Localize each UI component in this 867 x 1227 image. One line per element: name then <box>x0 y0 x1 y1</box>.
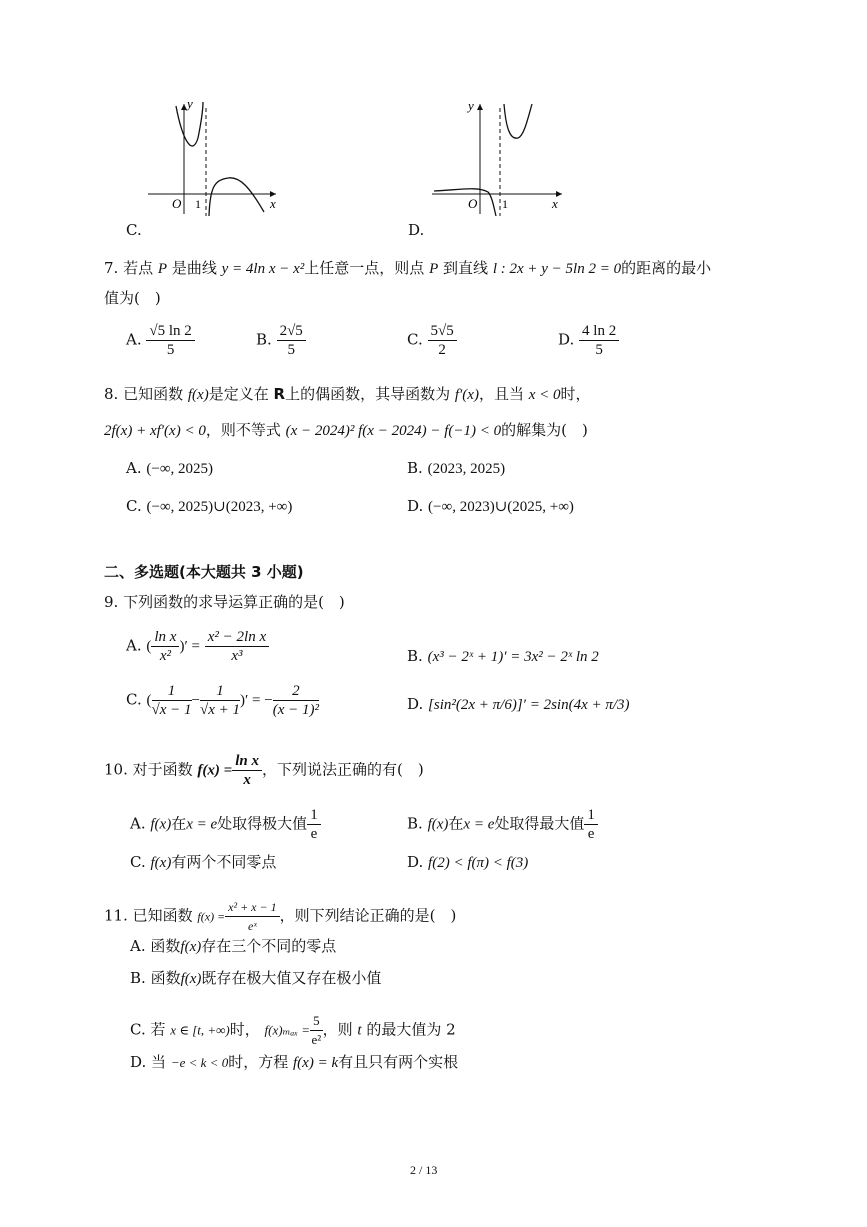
option-text: (2023, 2025) <box>427 461 506 477</box>
q11-text: 存在三个不同的零点 <box>201 937 337 955</box>
option-text: [sin²(2x + π/6)]′ = 2sin(4x + π/3) <box>428 697 630 713</box>
fraction <box>146 322 194 359</box>
fraction <box>152 682 192 719</box>
denominator: √x − 1 <box>151 702 192 718</box>
option-label: B. <box>407 647 423 665</box>
option-label: A. <box>126 636 142 655</box>
fraction <box>232 752 262 789</box>
graph-c <box>140 98 280 218</box>
option-text: (−∞, 2025) <box>146 461 214 477</box>
q7-text: 是曲线 <box>171 259 217 277</box>
q11-text: 时，方程 <box>228 1053 289 1071</box>
q10-option-d <box>407 852 528 873</box>
q8-option-a <box>126 458 213 479</box>
numerator: x² − 2ln x <box>205 628 269 647</box>
denominator: e <box>310 826 318 842</box>
fraction <box>200 682 240 719</box>
option-label: C. <box>130 853 146 871</box>
q8-text: 的解集为( ) <box>501 421 588 439</box>
graph-d-x-label: x <box>552 196 558 211</box>
q11-text: 的最大值为 2 <box>366 1020 456 1039</box>
q10-math: x = e <box>463 816 495 833</box>
fraction <box>205 628 269 665</box>
q9-option-d <box>407 694 630 715</box>
numerator: ln x <box>232 752 262 771</box>
q10-math: f(x) = <box>197 762 233 779</box>
fraction <box>273 682 319 719</box>
q10-text: 10. 对于函数 <box>104 760 193 779</box>
q8-stem-line1 <box>104 384 591 405</box>
q10-math: x = e <box>186 816 218 833</box>
denominator: 5 <box>166 342 175 358</box>
q7-text: 的距离的最小 <box>621 259 712 277</box>
numerator: 5√5 <box>428 322 457 341</box>
numerator: 4 ln 2 <box>579 322 619 341</box>
q11-text: 既存在极大值又存在极小值 <box>201 969 382 987</box>
q10-text: 在 <box>171 814 187 833</box>
q7-curve-eq: y = 4ln x − x² <box>221 261 305 277</box>
q10-text: 处取得极大值 <box>217 814 308 833</box>
q11-text: 函数 <box>150 969 181 987</box>
q7-line-eq: l : 2x + y − 5ln 2 = 0 <box>492 261 622 277</box>
option-label: B. <box>407 814 423 833</box>
q11-option-a <box>130 936 336 957</box>
q8-text: 上的偶函数，其导函数为 <box>285 385 451 403</box>
q11-math: f(x)ₘₐₓ = <box>264 1022 311 1038</box>
option-text: (−∞, 2023)∪(2025, +∞) <box>428 499 574 515</box>
q10-option-b <box>407 806 598 843</box>
q7-stem-line1 <box>104 258 711 279</box>
numerator: 1 <box>200 682 240 701</box>
q8-math: 2f(x) + xf′(x) < 0 <box>104 423 206 439</box>
q10-math: f(x) <box>427 816 449 833</box>
q9-option-b <box>407 646 599 667</box>
option-text: (x³ − 2ˣ + 1)′ = 3x² − 2ˣ ln 2 <box>427 649 599 665</box>
q11-math: f(x) <box>180 939 202 955</box>
q11-option-c <box>130 1012 456 1049</box>
q10-math: f(x) <box>150 816 172 833</box>
q8-text: 是定义在 <box>208 385 269 403</box>
q10-option-c <box>130 852 276 873</box>
q8-real-set: R <box>273 385 286 403</box>
section-title: 二、多选题(本大题共 3 小题) <box>104 563 304 581</box>
graph-d-y-label: y <box>468 98 474 113</box>
fraction <box>225 898 279 935</box>
numerator: √5 ln 2 <box>146 322 194 341</box>
option-label: D. <box>130 1053 147 1071</box>
q11-text: 11. 已知函数 <box>104 906 193 925</box>
numerator: 5 <box>310 1012 323 1031</box>
q7-option-c <box>407 322 457 359</box>
graph-c-label: C. <box>126 221 142 239</box>
denominator: e <box>587 826 595 842</box>
q10-text: 处取得最大值 <box>494 814 585 833</box>
q7-option-a <box>126 322 195 359</box>
q7-text: 到直线 <box>443 259 489 277</box>
q11-math: t <box>357 1022 362 1039</box>
option-label: A. <box>130 814 146 833</box>
q11-stem <box>104 898 456 935</box>
denominator: √x + 1 <box>199 702 240 718</box>
q9-option-c: C. ( $\frac{1}{√x - 1}$ − $\frac{1}{√x + 1}$ )′ = − $\frac{2}{\text{(x − 1)²}}$ <box>126 683 319 718</box>
graph-c-y-label: y <box>187 98 193 111</box>
option-label: D. <box>558 330 575 349</box>
denominator: x³ <box>231 648 243 664</box>
numerator: 2√5 <box>277 322 306 341</box>
q8-option-b <box>407 458 505 479</box>
q11-text: 时， <box>229 1020 260 1039</box>
q10-text: 在 <box>448 814 464 833</box>
graph-c-origin: O <box>172 196 182 211</box>
q8-option-c <box>126 496 292 517</box>
q8-math: (x − 2024)² f(x − 2024) − f(−1) < 0 <box>285 423 502 439</box>
q11-math: f(x) = k <box>293 1055 339 1071</box>
denominator: x² <box>159 648 171 664</box>
option-label: C. <box>407 330 423 349</box>
graph-c-x-label: x <box>270 196 276 211</box>
option-label: B. <box>256 330 272 349</box>
option-label: C. <box>126 690 142 709</box>
q11-option-d <box>130 1052 458 1073</box>
numerator: 2 <box>273 682 319 701</box>
q11-math: x ∈ [t, +∞) <box>170 1022 230 1038</box>
q8-text: ，则不等式 <box>205 421 281 439</box>
denominator: 2 <box>438 342 446 358</box>
q10-math: f(x) <box>150 855 172 871</box>
denominator: (x − 1)² <box>272 702 319 718</box>
q8-math: f′(x) <box>454 387 479 403</box>
option-label: D. <box>407 853 424 871</box>
q11-text: 若 <box>150 1020 166 1039</box>
option-label: A. <box>130 937 146 955</box>
q8-option-d <box>407 496 574 517</box>
option-label: A. <box>126 330 142 349</box>
q11-math: −e < k < 0 <box>170 1055 229 1070</box>
q11-text: 函数 <box>150 937 181 955</box>
option-text: (−∞, 2025)∪(2023, +∞) <box>146 499 293 515</box>
q11-math: f(x) = <box>197 909 226 924</box>
fraction <box>579 322 619 359</box>
q11-text: 当 <box>151 1053 167 1071</box>
q7-point: P <box>429 261 439 277</box>
q7-text: 上任意一点，则点 <box>304 259 425 277</box>
fraction <box>307 806 321 843</box>
q7-text: 7. 若点 <box>104 259 154 277</box>
numerator: ln x <box>151 628 179 647</box>
q11-text: 有且只有两个实根 <box>338 1053 459 1071</box>
q10-stem <box>104 752 424 789</box>
graph-d <box>428 98 568 218</box>
fraction <box>151 628 179 665</box>
q11-text: ，则 <box>322 1020 353 1039</box>
numerator: x² + x − 1 <box>225 898 279 917</box>
fraction <box>584 806 598 843</box>
option-label: B. <box>407 459 423 477</box>
graph-d-tick: 1 <box>502 197 508 211</box>
denominator: eˣ <box>248 919 257 933</box>
option-label: C. <box>126 497 142 515</box>
q9-option-a: A. ( $\frac{\text{ln x}}{\text{x²}}$ )′ = $\frac{\text{x² − 2ln x}}{\text{x³}}$ <box>126 628 269 665</box>
option-label: D. <box>407 497 424 515</box>
fraction <box>277 322 306 359</box>
q11-option-b <box>130 968 381 989</box>
q11-math: f(x) <box>180 971 202 987</box>
q8-text: ，且当 <box>478 385 524 403</box>
q8-stem-line2 <box>104 420 588 441</box>
denominator: 5 <box>595 342 603 358</box>
option-label: D. <box>407 695 424 713</box>
q7-option-d <box>558 322 619 359</box>
graph-c-tick: 1 <box>195 197 201 211</box>
numerator: 1 <box>152 682 192 701</box>
option-label: B. <box>130 969 146 987</box>
q10-text: ，下列说法正确的有( ) <box>261 760 424 779</box>
q11-text: ，则下列结论正确的是( ) <box>279 906 457 925</box>
numerator: 1 <box>307 806 321 825</box>
q7-stem-line2: 值为( ) <box>104 289 161 307</box>
denominator: 5 <box>287 342 295 358</box>
option-label: C. <box>130 1020 146 1039</box>
graph-d-origin: O <box>468 196 478 211</box>
option-label: A. <box>126 459 142 477</box>
denominator: x <box>243 772 251 788</box>
q8-text: 时， <box>560 385 591 403</box>
q10-text: 有两个不同零点 <box>171 853 277 871</box>
q8-math: f(x) <box>187 387 209 403</box>
q8-text: 8. 已知函数 <box>104 385 184 403</box>
q7-point: P <box>157 261 168 277</box>
page-number: 2 / 13 <box>410 1163 438 1177</box>
option-text: f(2) < f(π) < f(3) <box>428 855 529 871</box>
fraction <box>310 1012 323 1049</box>
q9-stem: 9. 下列函数的求导运算正确的是( ) <box>104 593 345 611</box>
q7-option-b <box>256 322 306 359</box>
fraction <box>428 322 457 359</box>
q10-option-a <box>130 806 321 843</box>
numerator: 1 <box>584 806 598 825</box>
q8-math: x < 0 <box>528 387 561 403</box>
denominator: e² <box>311 1032 322 1047</box>
graph-d-label: D. <box>408 221 425 239</box>
